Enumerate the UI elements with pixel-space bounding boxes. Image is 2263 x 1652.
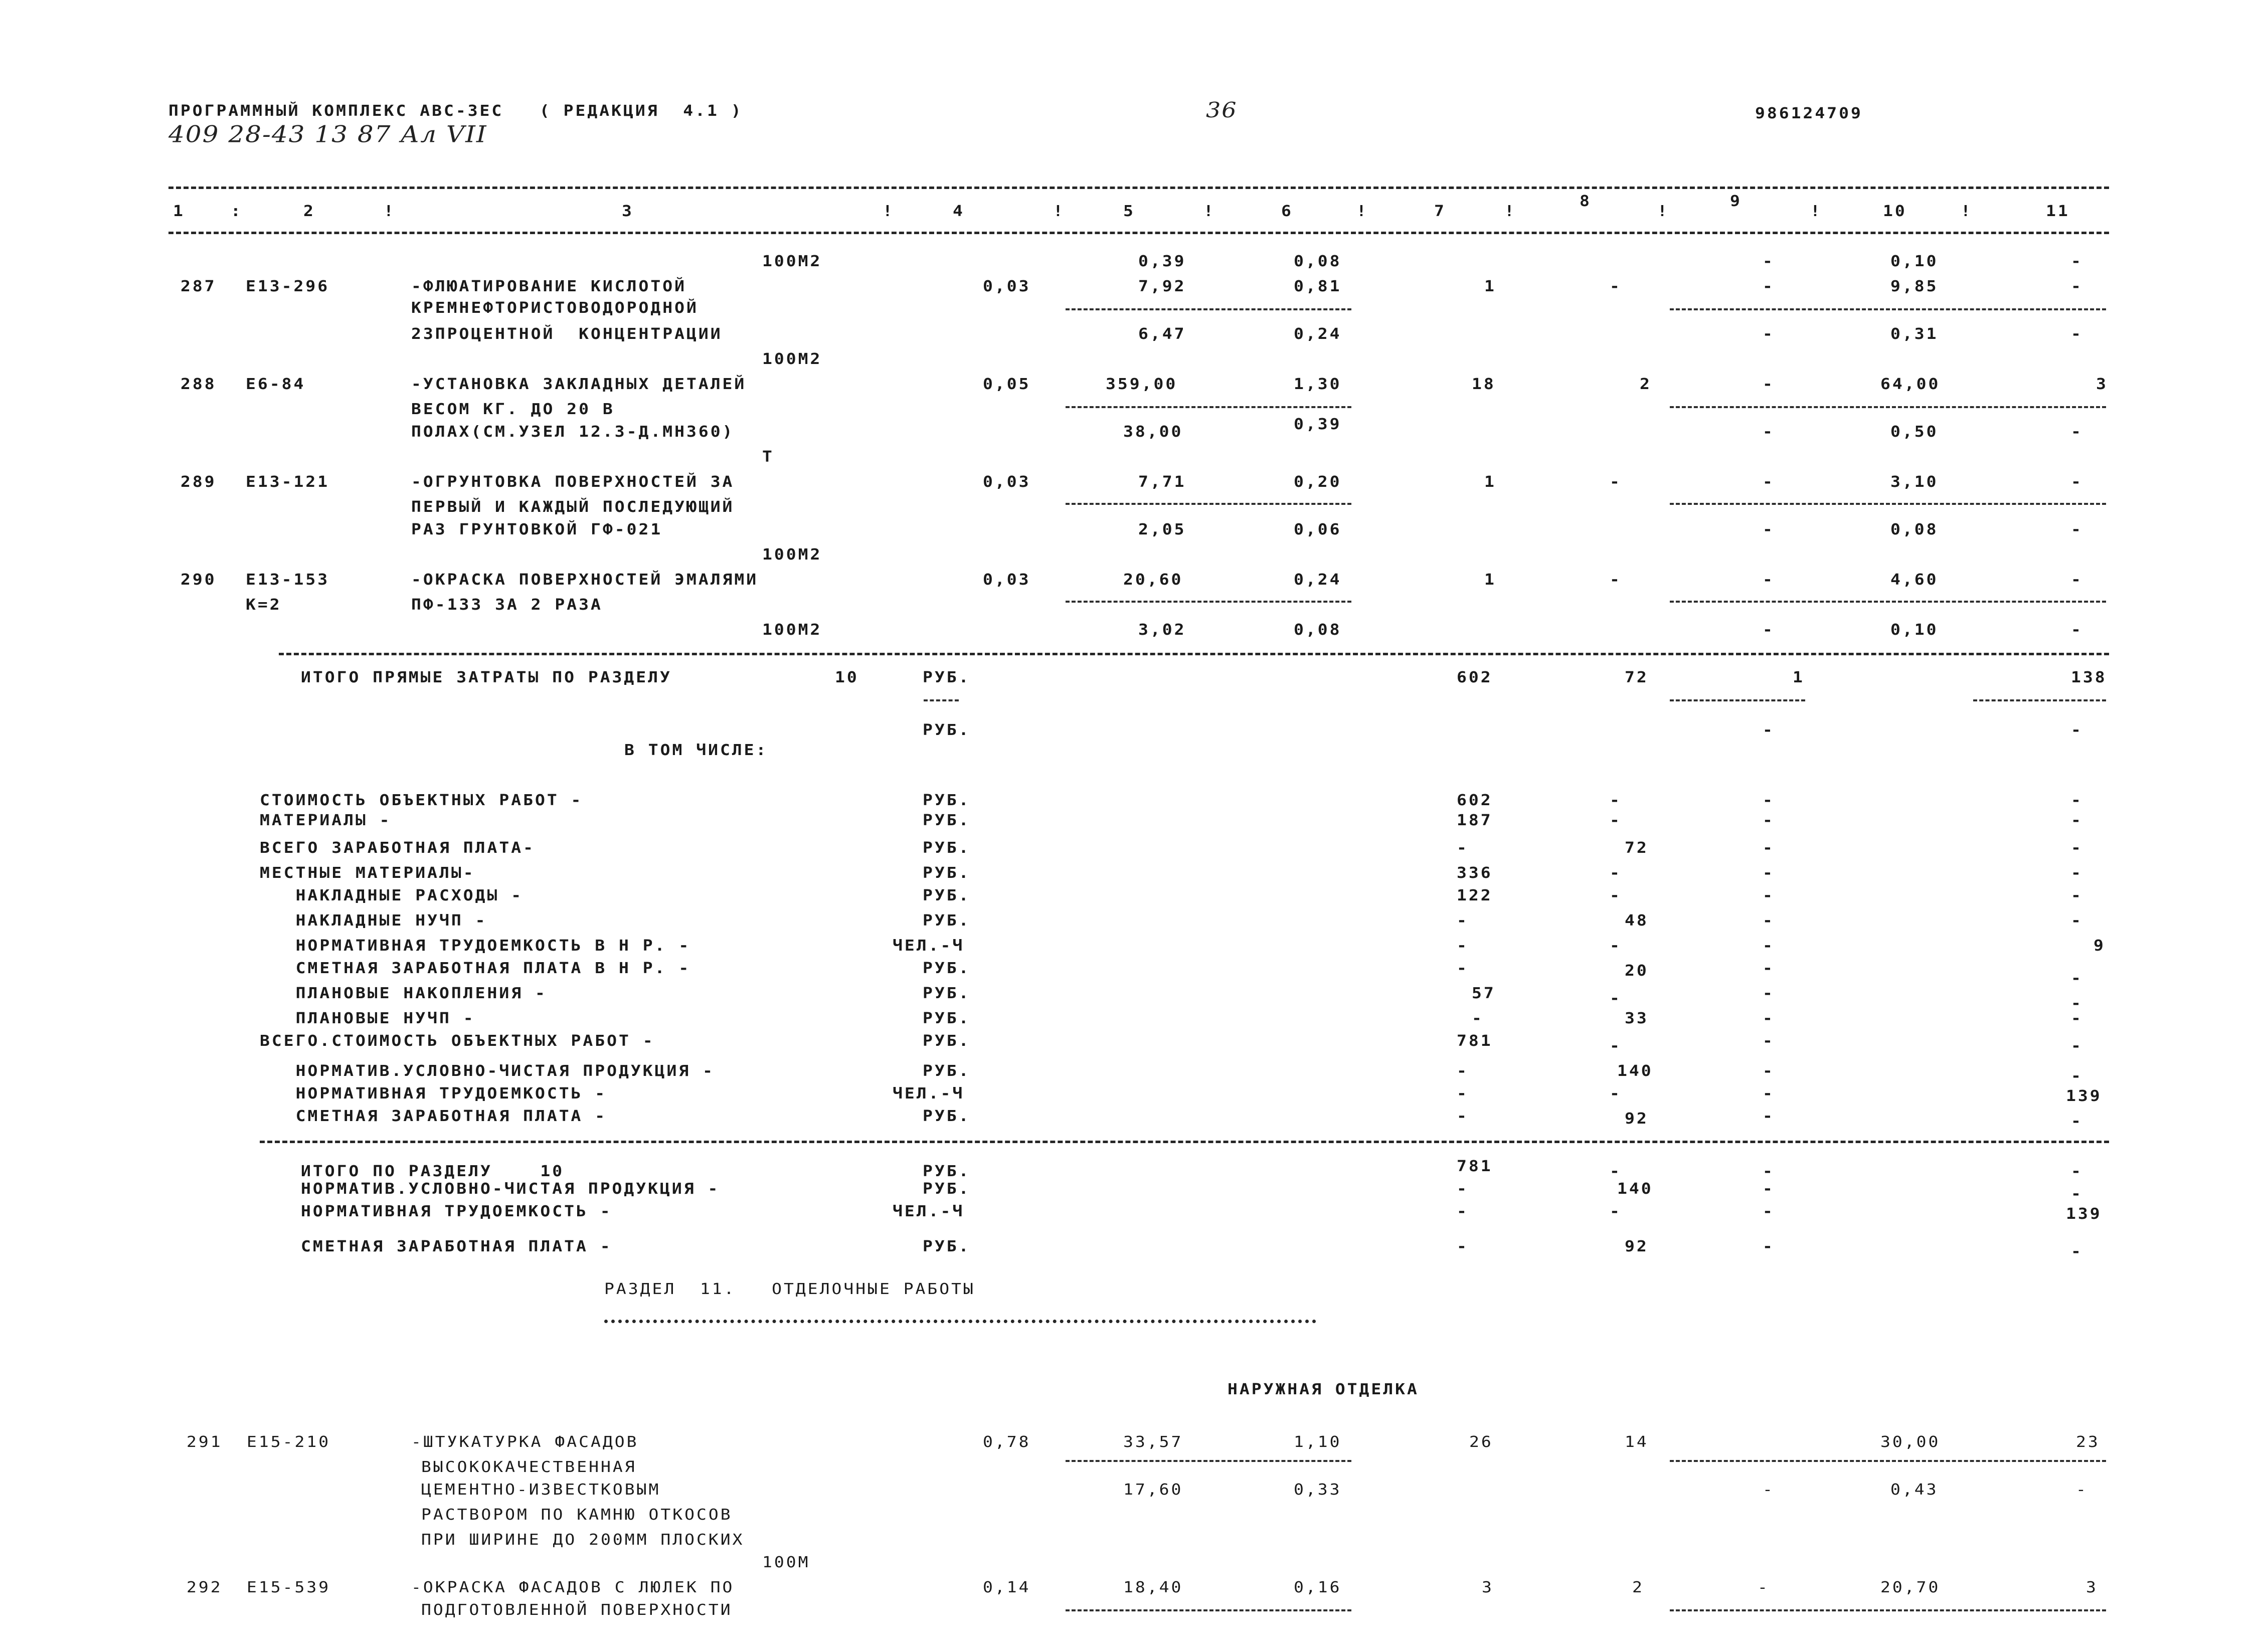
cell-c10: 0,43: [1890, 1480, 1939, 1499]
cell-c5: 3,02: [1138, 620, 1186, 639]
row-desc: 23ПРОЦЕНТНОЙ КОНЦЕНТРАЦИИ: [411, 324, 723, 343]
section-total-c11: -: [2071, 1242, 2083, 1260]
col-sep: !: [1356, 202, 1368, 220]
breakdown-c11: 139: [2066, 1086, 2102, 1105]
cell-c7: 18: [1472, 375, 1496, 393]
section-total-c8: 140: [1617, 1179, 1653, 1198]
breakdown-c8: -: [1610, 1084, 1622, 1103]
col-5: 5: [1123, 202, 1135, 220]
col-3: 3: [622, 202, 634, 220]
col-10: 10: [1883, 202, 1907, 220]
breakdown-c7: -: [1457, 911, 1469, 930]
breakdown-label: ВСЕГО ЗАРАБОТНАЯ ПЛАТА-: [260, 838, 535, 857]
row-code: Е6-84: [246, 375, 306, 393]
total-unit: РУБ.: [923, 720, 971, 739]
breakdown-c9: -: [1763, 1061, 1775, 1080]
breakdown-c9: -: [1763, 791, 1775, 809]
cell-c7: 1: [1484, 472, 1496, 491]
cell-c8: 2: [1640, 375, 1652, 393]
total-title: ИТОГО ПРЯМЫЕ ЗАТРАТЫ ПО РАЗДЕЛУ: [301, 668, 672, 686]
including-label: В ТОМ ЧИСЛЕ:: [624, 741, 768, 759]
section-total-c8: -: [1610, 1162, 1622, 1180]
row-desc: ПФ-133 ЗА 2 РАЗА: [411, 595, 603, 614]
cell-c6: 1,10: [1294, 1432, 1342, 1451]
cell-c9: -: [1763, 324, 1775, 343]
unit-label: Т: [762, 447, 774, 466]
cell-c6: 0,39: [1294, 415, 1342, 433]
cell-c11: -: [2071, 277, 2083, 295]
col-9: 9: [1730, 192, 1742, 210]
breakdown-c8: 20: [1625, 961, 1649, 980]
row-desc: -ОКРАСКА ФАСАДОВ С ЛЮЛЕК ПО: [411, 1578, 735, 1596]
cell-c9: -: [1763, 277, 1775, 295]
cell-c9: -: [1763, 252, 1775, 270]
col-8: 8: [1580, 192, 1592, 210]
row-desc: -УСТАНОВКА ЗАКЛАДНЫХ ДЕТАЛЕЙ: [411, 375, 747, 393]
cell-c5: 20,60: [1123, 570, 1183, 589]
breakdown-c11: -: [2071, 1036, 2083, 1055]
breakdown-c11: -: [2071, 994, 2083, 1012]
breakdown-unit: РУБ.: [923, 1061, 971, 1080]
cell-c6: 0,20: [1294, 472, 1342, 491]
row-desc: ВЫСОКОКАЧЕСТВЕННАЯ: [421, 1457, 637, 1476]
row-desc: РАЗ ГРУНТОВКОЙ ГФ-021: [411, 520, 663, 538]
row-number: 290: [181, 570, 217, 589]
breakdown-c7: -: [1457, 959, 1469, 977]
row-desc: -ШТУКАТУРКА ФАСАДОВ: [411, 1432, 639, 1451]
cell-c10: 20,70: [1880, 1578, 1941, 1596]
cell-c11: -: [2071, 252, 2083, 270]
cell-c6: 0,16: [1294, 1578, 1342, 1596]
breakdown-c8: -: [1610, 863, 1622, 882]
cell-c5: 7,92: [1138, 277, 1186, 295]
col-6: 6: [1281, 202, 1293, 220]
cell-c9: -: [1763, 1480, 1775, 1499]
cell-c6: 0,06: [1294, 520, 1342, 538]
row-number: 289: [181, 472, 217, 491]
row-desc: ПОЛАХ(СМ.УЗЕЛ 12.3-Д.МН360): [411, 422, 735, 441]
cell-c8: -: [1610, 570, 1622, 589]
section-total-c7: -: [1457, 1179, 1469, 1198]
cell-c5: 2,05: [1138, 520, 1186, 538]
row-desc: -ФЛЮАТИРОВАНИЕ КИСЛОТОЙ: [411, 277, 686, 295]
breakdown-c11: -: [2071, 911, 2083, 930]
subtotal-rule: [1066, 503, 1351, 505]
cell-c7: 3: [1482, 1578, 1494, 1596]
section-total-label: ИТОГО ПО РАЗДЕЛУ 10: [301, 1162, 565, 1180]
breakdown-c8: -: [1610, 989, 1622, 1007]
breakdown-c8: 48: [1625, 911, 1649, 930]
cell-c6: 0,33: [1294, 1480, 1342, 1499]
unit-label: 100М2: [762, 349, 822, 368]
breakdown-label: НАКЛАДНЫЕ НУЧП -: [260, 911, 487, 930]
row-desc: ВЕСОМ КГ. ДО 20 В: [411, 400, 615, 418]
section-total-c8: -: [1610, 1202, 1622, 1220]
breakdown-c9: -: [1763, 838, 1775, 857]
subtotal-rule: [1066, 308, 1351, 310]
breakdown-label: СМЕТНАЯ ЗАРАБОТНАЯ ПЛАТА В Н Р. -: [260, 959, 691, 977]
breakdown-label: СТОИМОСТЬ ОБЪЕКТНЫХ РАБОТ -: [260, 791, 583, 809]
document-id: 986124709: [1755, 104, 1863, 122]
subtotal-rule: [1670, 503, 2106, 505]
section-total-c8: 92: [1625, 1237, 1649, 1255]
section-total-c9: -: [1763, 1202, 1775, 1220]
breakdown-unit: РУБ.: [923, 886, 971, 904]
section-total-unit: РУБ.: [923, 1162, 971, 1180]
section-total-unit: ЧЕЛ.-Ч: [893, 1202, 965, 1220]
breakdown-c9: -: [1763, 886, 1775, 904]
breakdown-c11: 9: [2094, 936, 2106, 955]
page-number: 36: [1206, 97, 1238, 122]
total-c11: -: [2071, 720, 2083, 739]
breakdown-c8: 92: [1625, 1109, 1649, 1128]
breakdown-c8: -: [1610, 886, 1622, 904]
table-header-rule: [168, 232, 2109, 234]
section-total-unit: РУБ.: [923, 1237, 971, 1255]
breakdown-c8: 72: [1625, 838, 1649, 857]
subtotal-rule: [1670, 308, 2106, 310]
subtotal-rule: [1066, 1460, 1351, 1462]
section-total-c11: 139: [2066, 1204, 2102, 1223]
cell-c10: 3,10: [1890, 472, 1939, 491]
breakdown-c11: -: [2071, 811, 2083, 829]
cell-c7: 1: [1484, 570, 1496, 589]
breakdown-c7: -: [1457, 1107, 1469, 1125]
total-c8: 72: [1625, 668, 1649, 686]
col-sep: !: [1810, 202, 1822, 220]
col-sep: !: [1504, 202, 1516, 220]
section-total-c9: -: [1763, 1179, 1775, 1198]
cell-c11: -: [2071, 520, 2083, 538]
breakdown-unit: РУБ.: [923, 863, 971, 882]
breakdown-c11: -: [2071, 791, 2083, 809]
cell-c8: 14: [1625, 1432, 1649, 1451]
subtotal-rule: [1670, 699, 1805, 701]
breakdown-c8: -: [1610, 791, 1622, 809]
breakdown-unit: РУБ.: [923, 838, 971, 857]
subtotal-rule: [924, 699, 959, 701]
cell-c9: -: [1763, 422, 1775, 441]
breakdown-label: МЕСТНЫЕ МАТЕРИАЛЫ-: [260, 863, 475, 882]
row-code: Е13-153: [246, 570, 330, 589]
breakdown-c9: -: [1763, 936, 1775, 955]
section-heading: РАЗДЕЛ 11. ОТДЕЛОЧНЫЕ РАБОТЫ: [604, 1279, 975, 1298]
subtotal-rule: [1066, 406, 1351, 408]
cell-c7: 1: [1484, 277, 1496, 295]
cell-c5: 0,39: [1138, 252, 1186, 270]
breakdown-c11: -: [2071, 863, 2083, 882]
cell-c4: 0,05: [983, 375, 1031, 393]
section-rule: [279, 653, 2109, 655]
section-total-label: НОРМАТИВНАЯ ТРУДОЕМКОСТЬ -: [301, 1202, 612, 1220]
section-heading-underline: [604, 1320, 1316, 1323]
breakdown-c11: -: [2071, 969, 2083, 987]
breakdown-c7: 187: [1457, 811, 1493, 829]
cell-c10: 30,00: [1880, 1432, 1941, 1451]
subtotal-rule: [1670, 406, 2106, 408]
cell-c11: 23: [2076, 1432, 2100, 1451]
breakdown-unit: РУБ.: [923, 984, 971, 1002]
col-sep: !: [1657, 202, 1669, 220]
row-code: Е15-539: [247, 1578, 331, 1596]
total-c11: 138: [2071, 668, 2107, 686]
breakdown-c7: -: [1457, 936, 1469, 955]
row-desc: ПРИ ШИРИНЕ ДО 200ММ ПЛОСКИХ: [421, 1530, 745, 1549]
row-desc: РАСТВОРОМ ПО КАМНЮ ОТКОСОВ: [421, 1505, 733, 1524]
section-total-c11: -: [2071, 1184, 2083, 1203]
subtotal-rule: [1670, 1609, 2106, 1611]
cell-c10: 0,10: [1890, 252, 1939, 270]
cell-c11: -: [2076, 1480, 2088, 1499]
row-number: 287: [181, 277, 217, 295]
row-number: 292: [187, 1578, 223, 1596]
cell-c5: 7,71: [1138, 472, 1186, 491]
subtotal-rule: [1066, 601, 1351, 603]
cell-c6: 1,30: [1294, 375, 1342, 393]
section-total-c7: -: [1457, 1202, 1469, 1220]
breakdown-c9: -: [1763, 959, 1775, 977]
cell-c8: -: [1610, 472, 1622, 491]
breakdown-unit: РУБ.: [923, 1031, 971, 1050]
breakdown-c11: -: [2071, 1112, 2083, 1130]
col-sep: !: [1961, 202, 1973, 220]
cell-c9: -: [1763, 375, 1775, 393]
row-code: Е15-210: [247, 1432, 331, 1451]
section-total-label: СМЕТНАЯ ЗАРАБОТНАЯ ПЛАТА -: [301, 1237, 612, 1255]
breakdown-c8: -: [1610, 811, 1622, 829]
breakdown-label: СМЕТНАЯ ЗАРАБОТНАЯ ПЛАТА -: [260, 1107, 607, 1125]
breakdown-c7: 57: [1472, 984, 1496, 1002]
breakdown-c7: 781: [1457, 1031, 1493, 1050]
subtotal-rule: [1066, 1609, 1351, 1611]
cell-c8: -: [1610, 277, 1622, 295]
breakdown-c9: -: [1763, 984, 1775, 1002]
cell-c5: 359,00: [1106, 375, 1178, 393]
section-total-unit: РУБ.: [923, 1179, 971, 1198]
section-total-c11: -: [2071, 1162, 2083, 1180]
total-unit: РУБ.: [923, 668, 971, 686]
section-total-c9: -: [1763, 1162, 1775, 1180]
cell-c5: 6,47: [1138, 324, 1186, 343]
row-desc: -ОГРУНТОВКА ПОВЕРХНОСТЕЙ ЗА: [411, 472, 735, 491]
breakdown-label: ВСЕГО.СТОИМОСТЬ ОБЪЕКТНЫХ РАБОТ -: [260, 1031, 655, 1050]
total-c9: 1: [1793, 668, 1805, 686]
cell-c6: 0,24: [1294, 570, 1342, 589]
cell-c4: 0,03: [983, 277, 1031, 295]
breakdown-label: НОРМАТИВ.УСЛОВНО-ЧИСТАЯ ПРОДУКЦИЯ -: [260, 1061, 715, 1080]
breakdown-c9: -: [1763, 1009, 1775, 1027]
row-desc: ЦЕМЕНТНО-ИЗВЕСТКОВЫМ: [421, 1480, 661, 1499]
row-desc: -ОКРАСКА ПОВЕРХНОСТЕЙ ЭМАЛЯМИ: [411, 570, 759, 589]
breakdown-c7: 336: [1457, 863, 1493, 882]
cell-c11: -: [2071, 570, 2083, 589]
subtotal-rule: [1670, 601, 2106, 603]
breakdown-label: НАКЛАДНЫЕ РАСХОДЫ -: [260, 886, 524, 904]
row-desc: КРЕМНЕФТОРИСТОВОДОРОДНОЙ: [411, 298, 699, 317]
cell-c5: 17,60: [1123, 1480, 1183, 1499]
cell-c4: 0,03: [983, 570, 1031, 589]
col-2: 2: [303, 202, 315, 220]
unit-label: 100М2: [762, 620, 822, 639]
breakdown-c9: -: [1763, 911, 1775, 930]
row-desc: ПОДГОТОВЛЕННОЙ ПОВЕРХНОСТИ: [421, 1600, 733, 1619]
program-title: ПРОГРАММНЫЙ КОМПЛЕКС АВС-3ЕС ( РЕДАКЦИЯ 4.1 ): [168, 101, 743, 120]
breakdown-c7: 122: [1457, 886, 1493, 904]
col-7: 7: [1434, 202, 1446, 220]
breakdown-c8: -: [1610, 936, 1622, 955]
cell-c10: 0,10: [1890, 620, 1939, 639]
subtotal-rule: [1973, 699, 2106, 701]
row-desc: ПЕРВЫЙ И КАЖДЫЙ ПОСЛЕДУЮЩИЙ: [411, 497, 735, 516]
cell-c8: 2: [1632, 1578, 1644, 1596]
col-sep: !: [1203, 202, 1215, 220]
col-sep: !: [1053, 202, 1065, 220]
table-top-rule: [168, 187, 2109, 189]
cell-c11: -: [2071, 324, 2083, 343]
breakdown-unit: РУБ.: [923, 911, 971, 930]
cell-c6: 0,81: [1294, 277, 1342, 295]
total-c9: -: [1763, 720, 1775, 739]
col-sep: !: [883, 202, 895, 220]
cell-c4: 0,14: [983, 1578, 1031, 1596]
section-total-label: НОРМАТИВ.УСЛОВНО-ЧИСТАЯ ПРОДУКЦИЯ -: [301, 1179, 720, 1198]
breakdown-c7: -: [1472, 1009, 1484, 1027]
cell-c10: 4,60: [1890, 570, 1939, 589]
section-total-c7: -: [1457, 1237, 1469, 1255]
breakdown-unit: ЧЕЛ.-Ч: [893, 936, 965, 955]
breakdown-label: ПЛАНОВЫЕ НАКОПЛЕНИЯ -: [260, 984, 547, 1002]
subtotal-rule: [1670, 1460, 2106, 1462]
breakdown-c7: -: [1457, 1061, 1469, 1080]
breakdown-c11: -: [2071, 1066, 2083, 1085]
breakdown-unit: РУБ.: [923, 1009, 971, 1027]
row-code: К=2: [246, 595, 282, 614]
row-code: Е13-121: [246, 472, 330, 491]
cell-c5: 18,40: [1123, 1578, 1183, 1596]
cell-c6: 0,08: [1294, 620, 1342, 639]
unit-label: 100М2: [762, 545, 822, 564]
cell-c9: -: [1763, 620, 1775, 639]
cell-c10: 64,00: [1880, 375, 1941, 393]
cell-c5: 38,00: [1123, 422, 1183, 441]
breakdown-c8: 33: [1625, 1009, 1649, 1027]
cell-c6: 0,24: [1294, 324, 1342, 343]
breakdown-unit: ЧЕЛ.-Ч: [893, 1084, 965, 1103]
breakdown-c9: -: [1763, 1107, 1775, 1125]
col-sep: !: [384, 202, 396, 220]
breakdown-c9: -: [1763, 863, 1775, 882]
cell-c10: 9,85: [1890, 277, 1939, 295]
subsection-heading: НАРУЖНАЯ ОТДЕЛКА: [1228, 1380, 1419, 1398]
cell-c4: 0,78: [983, 1432, 1031, 1451]
total-section: 10: [835, 668, 859, 686]
col-11: 11: [2046, 202, 2070, 220]
breakdown-c8: -: [1610, 1036, 1622, 1055]
breakdown-unit: РУБ.: [923, 1107, 971, 1125]
cell-c7: 26: [1469, 1432, 1493, 1451]
cell-c11: -: [2071, 620, 2083, 639]
unit-label: 100М: [762, 1553, 810, 1571]
unit-label: 100М2: [762, 252, 822, 270]
breakdown-label: НОРМАТИВНАЯ ТРУДОЕМКОСТЬ -: [260, 1084, 607, 1103]
cell-c11: 3: [2086, 1578, 2098, 1596]
breakdown-c7: -: [1457, 1084, 1469, 1103]
cell-c9: -: [1763, 472, 1775, 491]
cell-c9: -: [1763, 520, 1775, 538]
section-total-rule: [260, 1141, 2109, 1143]
col-sep: :: [231, 202, 243, 220]
breakdown-label: МАТЕРИАЛЫ -: [260, 811, 392, 829]
section-total-c9: -: [1763, 1237, 1775, 1255]
breakdown-c11: -: [2071, 838, 2083, 857]
cell-c10: 0,31: [1890, 324, 1939, 343]
cell-c9: -: [1758, 1578, 1770, 1596]
cell-c11: 3: [2096, 375, 2108, 393]
breakdown-c9: -: [1763, 1031, 1775, 1050]
breakdown-c9: -: [1763, 811, 1775, 829]
cell-c4: 0,03: [983, 472, 1031, 491]
row-code: Е13-296: [246, 277, 330, 295]
cell-c5: 33,57: [1123, 1432, 1183, 1451]
col-1: 1: [173, 202, 185, 220]
row-number: 291: [187, 1432, 223, 1451]
breakdown-unit: РУБ.: [923, 959, 971, 977]
cell-c10: 0,08: [1890, 520, 1939, 538]
cell-c10: 0,50: [1890, 422, 1939, 441]
total-c7: 602: [1457, 668, 1493, 686]
breakdown-c9: -: [1763, 1084, 1775, 1103]
breakdown-unit: РУБ.: [923, 791, 971, 809]
handwritten-code: 409 28-43 13 87 Ал VII: [168, 121, 487, 148]
breakdown-c7: 602: [1457, 791, 1493, 809]
cell-c9: -: [1763, 570, 1775, 589]
breakdown-label: НОРМАТИВНАЯ ТРУДОЕМКОСТЬ В Н Р. -: [260, 936, 691, 955]
breakdown-unit: РУБ.: [923, 811, 971, 829]
breakdown-c8: 140: [1617, 1061, 1653, 1080]
cell-c11: -: [2071, 472, 2083, 491]
row-number: 288: [181, 375, 217, 393]
breakdown-c7: -: [1457, 838, 1469, 857]
breakdown-c11: -: [2071, 886, 2083, 904]
section-total-c7: 781: [1457, 1157, 1493, 1175]
breakdown-c11: -: [2071, 1009, 2083, 1027]
breakdown-label: ПЛАНОВЫЕ НУЧП -: [260, 1009, 475, 1027]
col-4: 4: [953, 202, 965, 220]
cell-c6: 0,08: [1294, 252, 1342, 270]
cell-c11: -: [2071, 422, 2083, 441]
